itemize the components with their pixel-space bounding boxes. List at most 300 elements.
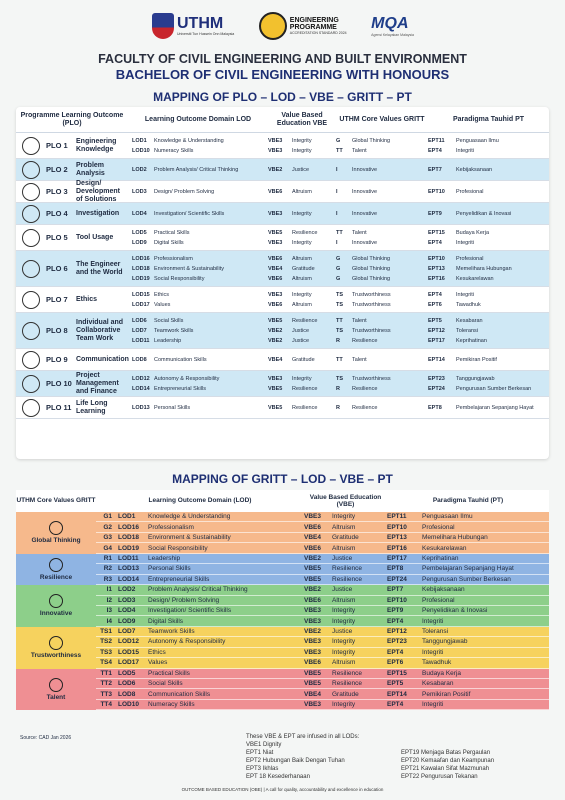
globe-icon [49, 521, 63, 535]
mapping-line [128, 209, 549, 219]
cell: TS3 [100, 648, 112, 656]
ept-code: EPT4 [428, 239, 442, 246]
table-row [96, 658, 549, 668]
gritt-name: Trustworthiness [352, 301, 391, 308]
cell: VBE5 [304, 565, 321, 573]
team-icon [22, 322, 40, 340]
cell: VBE6 [304, 659, 321, 667]
vbe-name: Resilience [292, 404, 318, 411]
group-label-text: Trustworthiness [30, 652, 82, 660]
note-item [401, 741, 556, 749]
vbe-name: Altruism [292, 275, 312, 282]
plo-code: PLO 8 [46, 326, 68, 335]
cell: VBE5 [304, 680, 321, 688]
gritt-name: Global Thinking [352, 255, 391, 262]
cell: LOD15 [118, 648, 139, 656]
plo-mapping-lines [128, 251, 549, 286]
table-row [96, 700, 549, 710]
lod-name: Teamwork Skills [154, 327, 194, 334]
plant-icon [49, 558, 63, 572]
vbe-code: VBE6 [268, 188, 283, 195]
vbe-name: Justice [292, 337, 310, 344]
table-row [96, 606, 549, 616]
cell: LOD3 [118, 596, 136, 604]
vbe-name: Resilience [292, 385, 318, 392]
gritt-code: R [336, 404, 340, 411]
lod-name: Values [154, 301, 171, 308]
cell: VBE3 [304, 607, 321, 615]
cell: VBE3 [304, 513, 321, 521]
note-item: EPT21 Kawalan Sifat Mazmunah [401, 766, 490, 772]
gritt-code: I [336, 210, 338, 217]
gritt-code: I [336, 166, 338, 173]
globe-icon [22, 260, 40, 278]
group-rows [96, 627, 549, 669]
gritt-group [16, 669, 549, 711]
vbe-name: Integrity [292, 137, 312, 144]
cell: Altruism [332, 659, 356, 667]
cell: I1 [106, 586, 112, 594]
vbe-code: VBE5 [268, 385, 283, 392]
cell: Pemikiran Positif [422, 690, 471, 698]
plo-mapping-lines [128, 371, 549, 396]
cell: LOD11 [118, 554, 139, 562]
cell: Gratitude [332, 690, 359, 698]
table-row [96, 648, 549, 658]
cell: G2 [103, 523, 112, 531]
mapping-line [128, 336, 549, 346]
ept-name: Kesabaran [456, 317, 483, 324]
cell: Profesional [422, 596, 455, 604]
plo-code: PLO 11 [46, 403, 72, 412]
cell: Kesabaran [422, 680, 454, 688]
cell: Integriti [422, 701, 444, 709]
uthm-logo: UTHM Universiti Tun Hussein Onn Malaysia [152, 13, 234, 39]
lod-code: LOD14 [132, 385, 150, 392]
cell: I3 [106, 607, 112, 615]
plo-mapping-table [16, 107, 549, 459]
mapping-line [128, 355, 549, 365]
vbe-code: VBE6 [268, 255, 283, 262]
ept-name: Pengurusan Sumber Berkesan [456, 385, 532, 392]
gritt-code: G [336, 137, 341, 144]
cell: VBE6 [304, 523, 321, 531]
table1-header: Programme Learning Outcome (PLO) Learning Outcome Domain LOD Value Based Education VBE UTHM Core Values GRITT Paradigma Tauhid PT [16, 107, 549, 133]
plo-icon-cell [16, 287, 46, 312]
ept-code: EPT10 [428, 188, 445, 195]
ept-name: Integriti [456, 239, 475, 246]
table-row [96, 575, 549, 585]
ept-name: Tawadhuk [456, 301, 481, 308]
table1-title: MAPPING OF PLO – LOD – VBE – GRITT – PT [153, 90, 412, 104]
mapping-line [128, 264, 549, 274]
programme-title: BACHELOR OF CIVIL ENGINEERING WITH HONOURS [115, 67, 450, 82]
speech-icon [22, 351, 40, 369]
ept-name: Memelihara Hubungan [456, 265, 512, 272]
ept-code: EPT8 [428, 404, 442, 411]
cell: Practical Skills [148, 669, 190, 677]
cell: LOD9 [118, 617, 136, 625]
table-row [16, 371, 549, 397]
vbe-code: VBE6 [268, 275, 283, 282]
plo-name: Project Management and Finance [76, 371, 119, 395]
vbe-name: Integrity [292, 210, 312, 217]
cell: VBE3 [304, 617, 321, 625]
table2-body [16, 512, 549, 710]
plo-name: Communication [76, 355, 129, 363]
cell: Integrity [332, 607, 356, 615]
vbe-name: Integrity [292, 147, 312, 154]
cell: LOD14 [118, 575, 139, 583]
plo-icon-cell [16, 203, 46, 224]
gritt-code: I [336, 239, 338, 246]
gritt-code: R [336, 385, 340, 392]
mapping-line [128, 384, 549, 394]
ept-code: EPT4 [428, 291, 442, 298]
gritt-code: G [336, 265, 341, 272]
vbe-code: VBE4 [268, 265, 283, 272]
cell: Profesional [422, 523, 455, 531]
ept-code: EPT24 [428, 385, 445, 392]
cell: TS1 [100, 628, 112, 636]
gritt-name: Innovative [352, 188, 378, 195]
gritt-code: G [336, 255, 341, 262]
mapping-line [128, 316, 549, 326]
question-icon [22, 161, 40, 179]
cell: EPT11 [387, 513, 407, 521]
table-row [16, 313, 549, 349]
plo-name: Design/ Development of Solutions [76, 179, 120, 203]
cell: LOD17 [118, 659, 139, 667]
cell: Digital Skills [148, 617, 184, 625]
lod-name: Social Skills [154, 317, 184, 324]
table-row [16, 133, 549, 159]
plo-name: Investigation [76, 209, 120, 217]
cell: Design/ Problem Solving [148, 596, 220, 604]
ept-name: Tanggungjawab [456, 375, 495, 382]
plo-mapping-lines [128, 133, 549, 158]
ept-name: Pemikiran Positif [456, 356, 497, 363]
uthm-crest-icon [152, 13, 174, 39]
ept-name: Kebijaksanaan [456, 166, 493, 173]
ept-name: Keprihatinan [456, 337, 487, 344]
cell: Environment & Sustainability [148, 534, 231, 542]
cell: Kesukarelawan [422, 544, 467, 552]
table2-header: UTHM Core Values GRITT Learning Outcome Domain (LOD) Value Based Education (VBE) Paradigma Tauhid (PT) [16, 490, 549, 512]
plo-code: PLO 4 [46, 209, 68, 218]
handshake-icon [49, 636, 63, 650]
cell: Integriti [422, 617, 444, 625]
cell: TS2 [100, 638, 112, 646]
gritt-group [16, 554, 549, 585]
cell: EPT24 [387, 575, 407, 583]
gear-icon [49, 594, 63, 608]
plo-mapping-lines [128, 397, 549, 418]
brain-icon [22, 137, 40, 155]
cell: Penyelidikan & Inovasi [422, 607, 488, 615]
ept-code: EPT13 [428, 265, 445, 272]
gritt-code: TS [336, 375, 344, 382]
table-row [16, 349, 549, 371]
lod-code: LOD19 [132, 275, 150, 282]
graduation-cap-icon [22, 399, 40, 417]
cell: EPT23 [387, 638, 407, 646]
ept-name: Toleransi [456, 327, 479, 334]
ept-code: EPT12 [428, 327, 445, 334]
cell: R3 [103, 575, 112, 583]
cell: LOD18 [118, 534, 139, 542]
table-row [96, 585, 549, 595]
logo-bar [152, 8, 414, 44]
ept-code: EPT9 [428, 210, 442, 217]
ept-name: Penguasaan Ilmu [456, 137, 499, 144]
note-item: EPT3 Ikhlas [246, 766, 279, 772]
vbe-code: VBE3 [268, 239, 283, 246]
lod-code: LOD2 [132, 166, 147, 173]
vbe-code: VBE6 [268, 301, 283, 308]
person-star-icon [49, 678, 63, 692]
plo-icon-cell [16, 371, 46, 396]
plo-mapping-lines [128, 225, 549, 250]
lightbulb-icon [22, 183, 40, 201]
vbe-name: Justice [292, 166, 310, 173]
cell: Numeracy Skills [148, 701, 195, 709]
cell: Integrity [332, 701, 356, 709]
ept-code: EPT16 [428, 275, 445, 282]
vbe-name: Altruism [292, 301, 312, 308]
vbe-code: VBE2 [268, 166, 283, 173]
note-item: EPT 18 Kesederhanaan [246, 774, 310, 780]
cell: VBE3 [304, 648, 321, 656]
cell: EPT5 [387, 680, 404, 688]
note-item: EPT20 Kemaafan dan Keampunan [401, 758, 495, 764]
ept-code: EPT17 [428, 337, 445, 344]
notes-col2 [401, 741, 556, 781]
ept-code: EPT4 [428, 147, 442, 154]
source-note: Source: CAD Jan 2026 [20, 735, 72, 741]
ept-name: Budaya Kerja [456, 229, 490, 236]
cell: G1 [103, 513, 112, 521]
vbe-code: VBE3 [268, 137, 283, 144]
lod-name: Environment & Sustainability [154, 265, 225, 272]
cell: Values [148, 659, 168, 667]
table-row [96, 564, 549, 574]
vbe-code: VBE3 [268, 147, 283, 154]
lod-code: LOD16 [132, 255, 150, 262]
cell: Budaya Kerja [422, 669, 462, 677]
cell: LOD8 [118, 690, 136, 698]
cell: VBE2 [304, 628, 321, 636]
cell: EPT10 [387, 523, 407, 531]
table-row [16, 287, 549, 313]
ept-code: EPT14 [428, 356, 445, 363]
lod-code: LOD18 [132, 265, 150, 272]
vbe-code: VBE3 [268, 210, 283, 217]
vbe-name: Integrity [292, 375, 312, 382]
cell: EPT10 [387, 596, 407, 604]
plo-name: The Engineer and the World [76, 260, 123, 276]
cell: VBE2 [304, 554, 321, 562]
cell: VBE6 [304, 544, 321, 552]
cell: Social Skills [148, 680, 183, 688]
plo-code: PLO 10 [46, 379, 72, 388]
table-row [96, 533, 549, 543]
table-row [16, 397, 549, 419]
lod-name: Practical Skills [154, 229, 190, 236]
vbe-code: VBE3 [268, 375, 283, 382]
gritt-mapping-table [16, 490, 549, 732]
table-row [96, 669, 549, 679]
table2-title: MAPPING OF GRITT – LOD – VBE – PT [172, 472, 393, 486]
scales-icon [22, 291, 40, 309]
group-label [16, 554, 96, 585]
cell: Professionalism [148, 523, 194, 531]
cell: EPT4 [387, 701, 404, 709]
ept-name: Profesional [456, 255, 484, 262]
vbe-code: VBE4 [268, 356, 283, 363]
mapping-line [128, 274, 549, 284]
cell: I4 [106, 617, 112, 625]
mqa-logo: MQA Agensi Kelayakan Malaysia [371, 15, 414, 37]
lod-code: LOD13 [132, 404, 150, 411]
plo-icon-cell [16, 159, 46, 180]
table-row [16, 203, 549, 225]
plo-name: Tool Usage [76, 233, 114, 241]
plo-mapping-lines [128, 287, 549, 312]
cell: LOD12 [118, 638, 139, 646]
cell: EPT14 [387, 690, 407, 698]
cell: TT3 [100, 690, 112, 698]
group-label-text: Global Thinking [31, 537, 81, 545]
cell: LOD7 [118, 628, 136, 636]
cell: Toleransi [422, 628, 449, 636]
cell: TS4 [100, 659, 112, 667]
mapping-line [128, 228, 549, 238]
gritt-name: Global Thinking [352, 275, 391, 282]
plo-icon-cell [16, 181, 46, 202]
group-rows [96, 554, 549, 585]
cell: LOD19 [118, 544, 139, 552]
gritt-code: TS [336, 327, 344, 334]
cell: Integrity [332, 513, 356, 521]
vbe-name: Justice [292, 327, 310, 334]
group-label-text: Resilience [39, 573, 73, 581]
group-rows [96, 585, 549, 627]
cell: Memelihara Hubungan [422, 534, 488, 542]
plo-icon-cell [16, 225, 46, 250]
ep-logo: ENGINEERING PROGRAMME ACCREDITATION STANDARD 2024 [259, 12, 347, 40]
plo-code: PLO 7 [46, 295, 68, 304]
plo-icon-cell [16, 313, 46, 348]
lod-code: LOD12 [132, 375, 150, 382]
plo-code: PLO 5 [46, 233, 68, 242]
lod-code: LOD15 [132, 291, 150, 298]
table-row [16, 225, 549, 251]
gritt-name: Innovative [352, 210, 378, 217]
vbe-name: Altruism [292, 255, 312, 262]
plo-mapping-lines [128, 181, 549, 202]
tools-icon [22, 229, 40, 247]
cell: LOD4 [118, 607, 136, 615]
lod-code: LOD5 [132, 229, 147, 236]
gritt-name: Innovative [352, 166, 378, 173]
cell: LOD2 [118, 586, 136, 594]
cell: EPT15 [387, 669, 407, 677]
gritt-name: Resilience [352, 385, 378, 392]
cell: Integrity [332, 638, 356, 646]
cell: EPT4 [387, 617, 404, 625]
group-label [16, 627, 96, 669]
cell: Resilience [332, 669, 362, 677]
plo-icon-cell [16, 397, 46, 418]
cell: VBE5 [304, 575, 321, 583]
table-row [96, 512, 549, 522]
cell: Justice [332, 554, 353, 562]
table-row [16, 251, 549, 287]
table-row [96, 616, 549, 626]
plo-name: Life Long Learning [76, 399, 108, 415]
ept-name: Penyelidikan & Inovasi [456, 210, 512, 217]
ep-badge-icon [259, 12, 287, 40]
lod-name: Entrepreneurial Skills [154, 385, 206, 392]
plo-name: Ethics [76, 295, 98, 303]
cell: EPT4 [387, 648, 404, 656]
lod-name: Autonomy & Responsibility [154, 375, 220, 382]
cell: Ethics [148, 648, 166, 656]
plo-mapping-lines [128, 349, 549, 370]
ept-code: EPT11 [428, 137, 445, 144]
cell: Entrepreneurial Skills [148, 575, 210, 583]
faculty-title: FACULTY OF CIVIL ENGINEERING AND BUILT ENVIRONMENT [98, 52, 467, 66]
vbe-code: VBE3 [268, 291, 283, 298]
plo-icon-cell [16, 251, 46, 286]
cell: Resilience [332, 565, 362, 573]
gritt-group [16, 627, 549, 669]
mapping-line [128, 326, 549, 336]
group-label-text: Innovative [39, 610, 73, 618]
cell: Investigation/ Scientific Skills [148, 607, 232, 615]
group-label-text: Talent [46, 693, 66, 701]
cell: TT2 [100, 680, 112, 688]
ept-code: EPT15 [428, 229, 445, 236]
gritt-code: TT [336, 356, 343, 363]
table-row [96, 637, 549, 647]
mapping-line [128, 254, 549, 264]
lod-name: Professionalism [154, 255, 193, 262]
cell: Communication Skills [148, 690, 211, 698]
cell: Leadership [148, 554, 181, 562]
mapping-line [128, 403, 549, 413]
vbe-code: VBE5 [268, 317, 283, 324]
cell: LOD5 [118, 669, 136, 677]
cell: LOD16 [118, 523, 139, 531]
gritt-code: I [336, 188, 338, 195]
cell: LOD6 [118, 680, 136, 688]
vbe-code: VBE5 [268, 404, 283, 411]
gritt-name: Talent [352, 229, 367, 236]
lod-name: Social Responsibility [154, 275, 205, 282]
lod-name: Knowledge & Understanding [154, 137, 224, 144]
table-row [96, 679, 549, 689]
gritt-name: Talent [352, 356, 367, 363]
gritt-group [16, 585, 549, 627]
lod-code: LOD8 [132, 356, 147, 363]
cell: Gratitude [332, 534, 359, 542]
plo-code: PLO 6 [46, 264, 68, 273]
cell: VBE5 [304, 669, 321, 677]
table-row [96, 627, 549, 637]
lod-name: Personal Skills [154, 404, 191, 411]
